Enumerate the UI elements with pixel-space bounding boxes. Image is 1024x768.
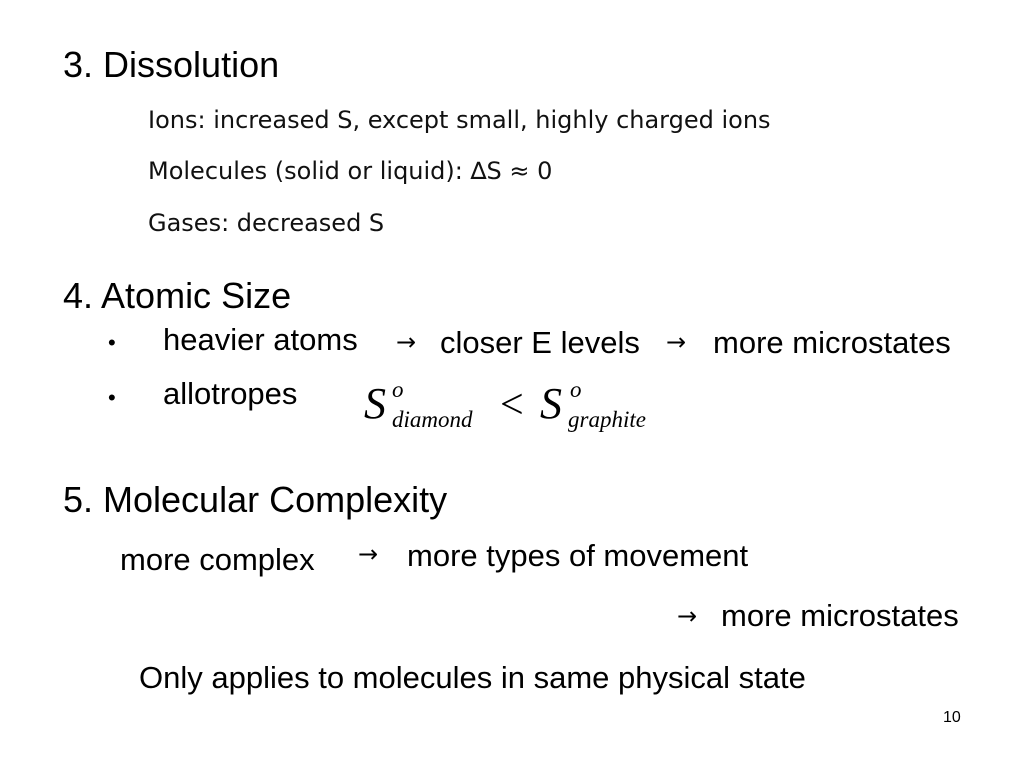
arrow-icon: → [396,328,417,356]
eq-sub-graphite: graphite [568,407,646,432]
more-complex-text: more complex [120,542,315,577]
bullet-2: • [108,385,116,410]
dissolution-ions-line: Ions: increased S, except small, highly charged ions [148,106,771,134]
eq-s-1: S [364,379,386,428]
same-state-note: Only applies to molecules in same physical state [139,660,806,695]
eq-sub-diamond: diamond [392,407,473,432]
page-number: 10 [943,709,961,726]
eq-sup-1: o [392,377,404,402]
eq-sup-2: o [570,377,582,402]
dissolution-molecules-line [148,159,552,183]
bullet-1-text: heavier atoms [163,322,358,357]
eq-less-than: < [500,382,524,428]
bullet-2-text: allotropes [163,376,298,411]
more-microstates-text: more microstates [713,325,951,360]
section-3-heading: 3. Dissolution [63,44,280,85]
bullet-1: • [108,330,116,355]
closer-levels-text: closer E levels [440,325,640,360]
arrow-icon: → [677,602,698,630]
molecules-label: Molecules (solid or liquid): [148,157,471,185]
arrow-icon: → [358,540,379,568]
delta-s-value: ∆S ≈ 0 [470,157,553,185]
dissolution-gases-line: Gases: decreased S [148,209,385,237]
section-5-heading: 5. Molecular Complexity [63,479,448,520]
more-types-movement-text: more types of movement [407,538,749,573]
section-4-heading: 4. Atomic Size [63,275,292,316]
more-microstates-text-2: more microstates [721,598,959,633]
eq-s-2: S [540,379,562,428]
arrow-icon: → [666,328,687,356]
